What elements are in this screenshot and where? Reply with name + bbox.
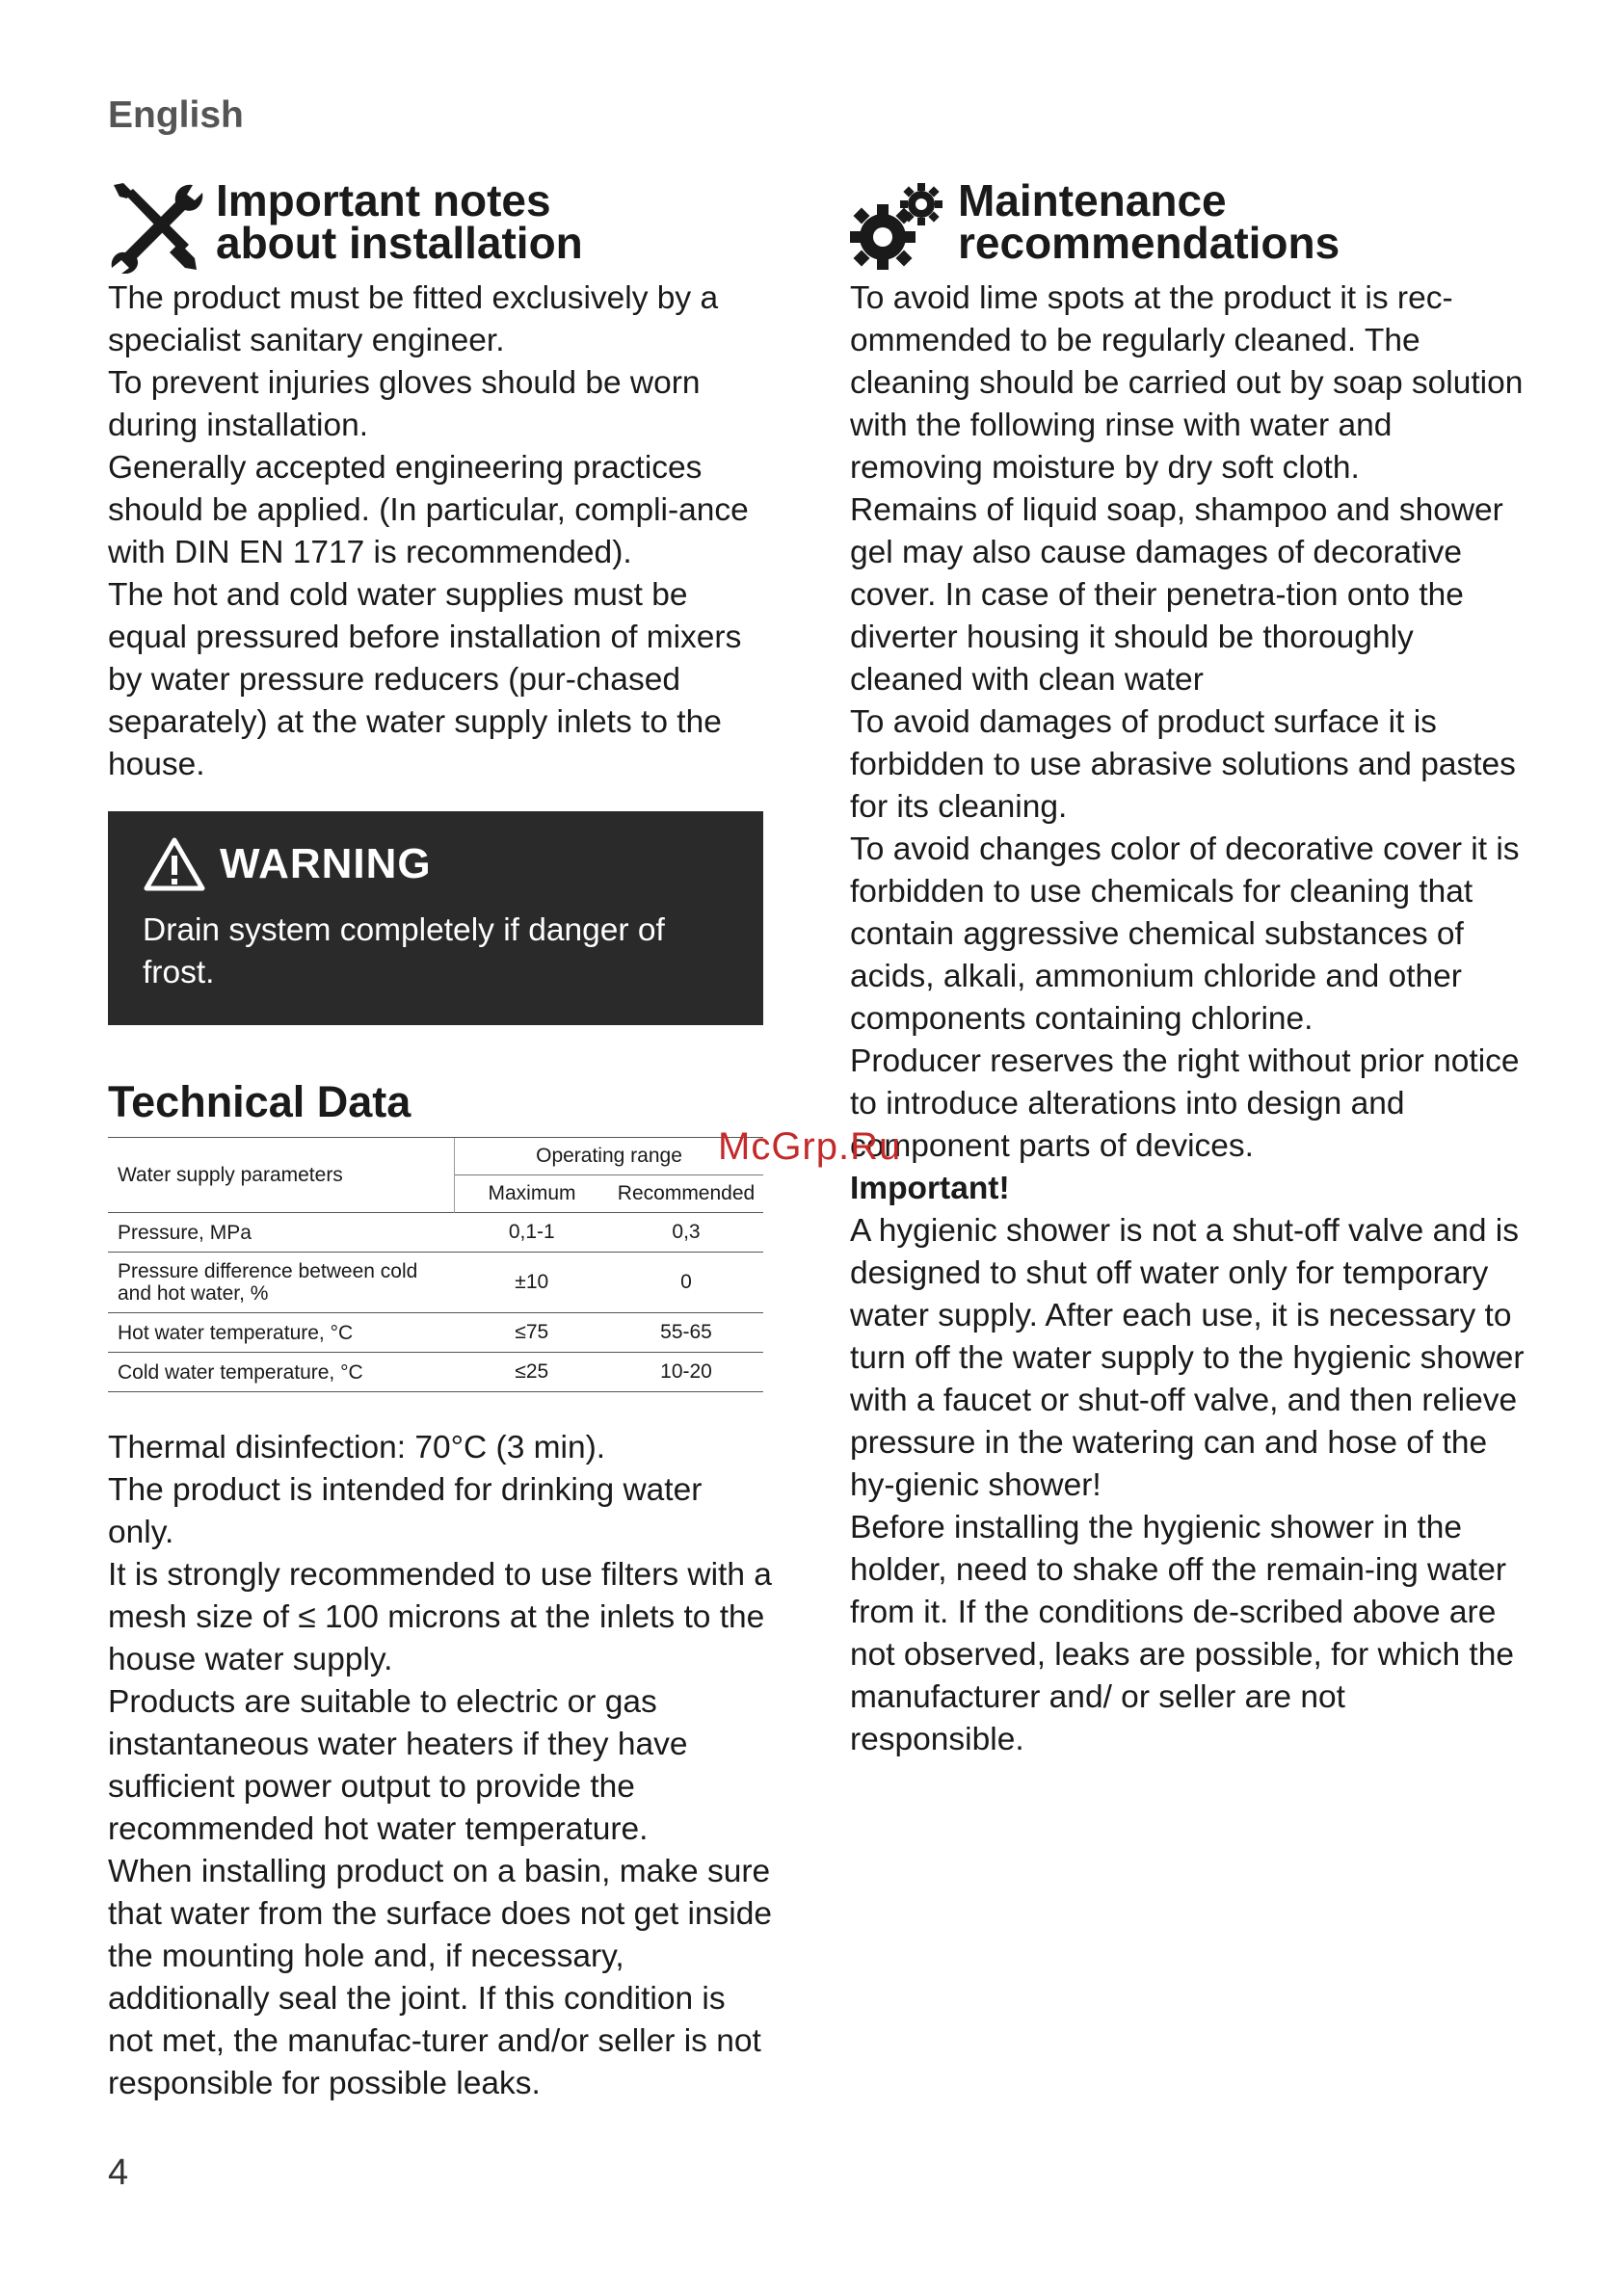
page-number: 4 xyxy=(108,2152,129,2193)
installation-paragraph: To prevent injuries gloves should be worn during installation. xyxy=(108,365,701,443)
maintenance-paragraph: To avoid damages of product surface it is forbidden to use abrasive solutions and pastes for its cleaning. xyxy=(850,704,1516,825)
rec-cell: 0 xyxy=(609,1253,763,1313)
maintenance-heading xyxy=(850,175,1525,274)
technical-data-table xyxy=(108,1137,763,1392)
maintenance-paragraph: Remains of liquid soap, shampoo and shower gel may also cause damages of decorative cover. In case of their penetra-tion onto the diverter housing it should be thoroughly cleaned with clean water xyxy=(850,492,1503,698)
rec-cell: 55-65 xyxy=(609,1313,763,1353)
maintenance-paragraph: To avoid changes color of decorative cover it is forbidden to use chemicals for cleaning that contain aggressive chemical substances of acids, alkali, ammonium chloride and other components containing chlorine. xyxy=(850,831,1520,1037)
watermark: McGrp.Ru xyxy=(718,1125,902,1168)
technical-notes xyxy=(108,1427,773,2105)
table-row xyxy=(108,1353,763,1392)
max-cell: ≤75 xyxy=(455,1313,610,1353)
installation-paragraph: The product must be fitted exclusively by a specialist sanitary engineer. xyxy=(108,280,719,358)
gears-icon xyxy=(850,181,946,274)
table-row xyxy=(108,1313,763,1353)
table-row xyxy=(108,1213,763,1253)
technical-data-title: Technical Data xyxy=(108,1077,411,1126)
recommended-header: Recommended xyxy=(609,1175,763,1213)
rec-cell: 10-20 xyxy=(609,1353,763,1392)
technical-paragraph: Thermal disinfection: 70°C (3 min). xyxy=(108,1430,606,1465)
maintenance-paragraph: Producer reserves the right without prior notice to introduce alterations into design and component parts of devices. xyxy=(850,1043,1520,1164)
installation-paragraph: Generally accepted engineering practices should be applied. (In particular, compli-ance with DIN EN 1717 is recommended). xyxy=(108,450,749,570)
important-label: Important! xyxy=(850,1171,1010,1206)
rec-cell: 0,3 xyxy=(609,1213,763,1253)
maintenance-title-line1: Maintenance xyxy=(958,175,1227,225)
param-cell xyxy=(108,1253,455,1313)
installation-heading xyxy=(108,175,773,274)
right-column xyxy=(850,175,1525,1761)
maintenance-title xyxy=(958,175,1340,268)
warning-title-row xyxy=(143,836,729,892)
max-cell: ≤25 xyxy=(455,1353,610,1392)
max-cell: ±10 xyxy=(455,1253,610,1313)
warning-box xyxy=(108,811,763,1025)
maintenance-paragraph: To avoid lime spots at the product it is rec-ommended to be regularly cleaned. The cleaning should be carried out by soap solution with the following rinse with water and removing moisture by dry soft cloth. xyxy=(850,280,1524,486)
language-label: English xyxy=(108,94,244,136)
installation-paragraph: The hot and cold water supplies must be equal pressured before installation of mixers by water pressure reducers (pur-chased separately) at the water supply inlets to the house. xyxy=(108,577,742,782)
important-paragraph: A hygienic shower is not a shut-off valve and is designed to shut off water only for temporary water supply. After each use, it is necessary to turn off the water supply to the hygienic shower with a faucet or shut-off valve, and then relieve pressure in the watering can and hose of the hy-gienic shower! xyxy=(850,1213,1525,1503)
technical-paragraph: Products are suitable to electric or gas instantaneous water heaters if they have sufficient power output to provide the recommended hot water temperature. xyxy=(108,1684,688,1847)
param-cell-text: Pressure difference between cold and hot water, % xyxy=(118,1260,418,1305)
important-paragraph: Before installing the hygienic shower in the holder, need to shake off the remain-ing water from it. If the conditions de-scribed above are not observed, leaks are possible, for which the manufacturer and/ or seller are not responsible. xyxy=(850,1510,1514,1757)
table-row xyxy=(108,1253,763,1313)
installation-title xyxy=(216,175,583,268)
installation-title-line1: Important notes xyxy=(216,175,551,225)
param-header: Water supply parameters xyxy=(108,1138,455,1213)
maintenance-title-line2: recommendations xyxy=(958,218,1340,268)
wrench-screwdriver-icon xyxy=(108,181,204,274)
param-cell: Cold water temperature, °C xyxy=(108,1353,455,1392)
max-cell: 0,1-1 xyxy=(455,1213,610,1253)
warning-triangle-icon xyxy=(143,836,206,892)
operating-range-header: Operating range xyxy=(455,1138,764,1175)
left-column xyxy=(108,175,773,2105)
technical-paragraph: The product is intended for drinking water only. xyxy=(108,1472,703,1550)
installation-title-line2: about installation xyxy=(216,218,583,268)
param-cell: Hot water temperature, °C xyxy=(108,1313,455,1353)
maximum-header: Maximum xyxy=(455,1175,610,1213)
technical-paragraph: When installing product on a basin, make sure that water from the surface does not get inside the mounting hole and, if necessary, additionally seal the joint. If this condition is not met, the manufac-turer and/or seller is not responsible for possible leaks. xyxy=(108,1854,772,2101)
technical-paragraph: It is strongly recommended to use filters with a mesh size of ≤ 100 microns at the inlets to the house water supply. xyxy=(108,1557,772,1677)
param-cell: Pressure, MPa xyxy=(108,1213,455,1253)
warning-title: WARNING xyxy=(220,840,432,887)
warning-text: Drain system completely if danger of frost. xyxy=(143,912,665,990)
